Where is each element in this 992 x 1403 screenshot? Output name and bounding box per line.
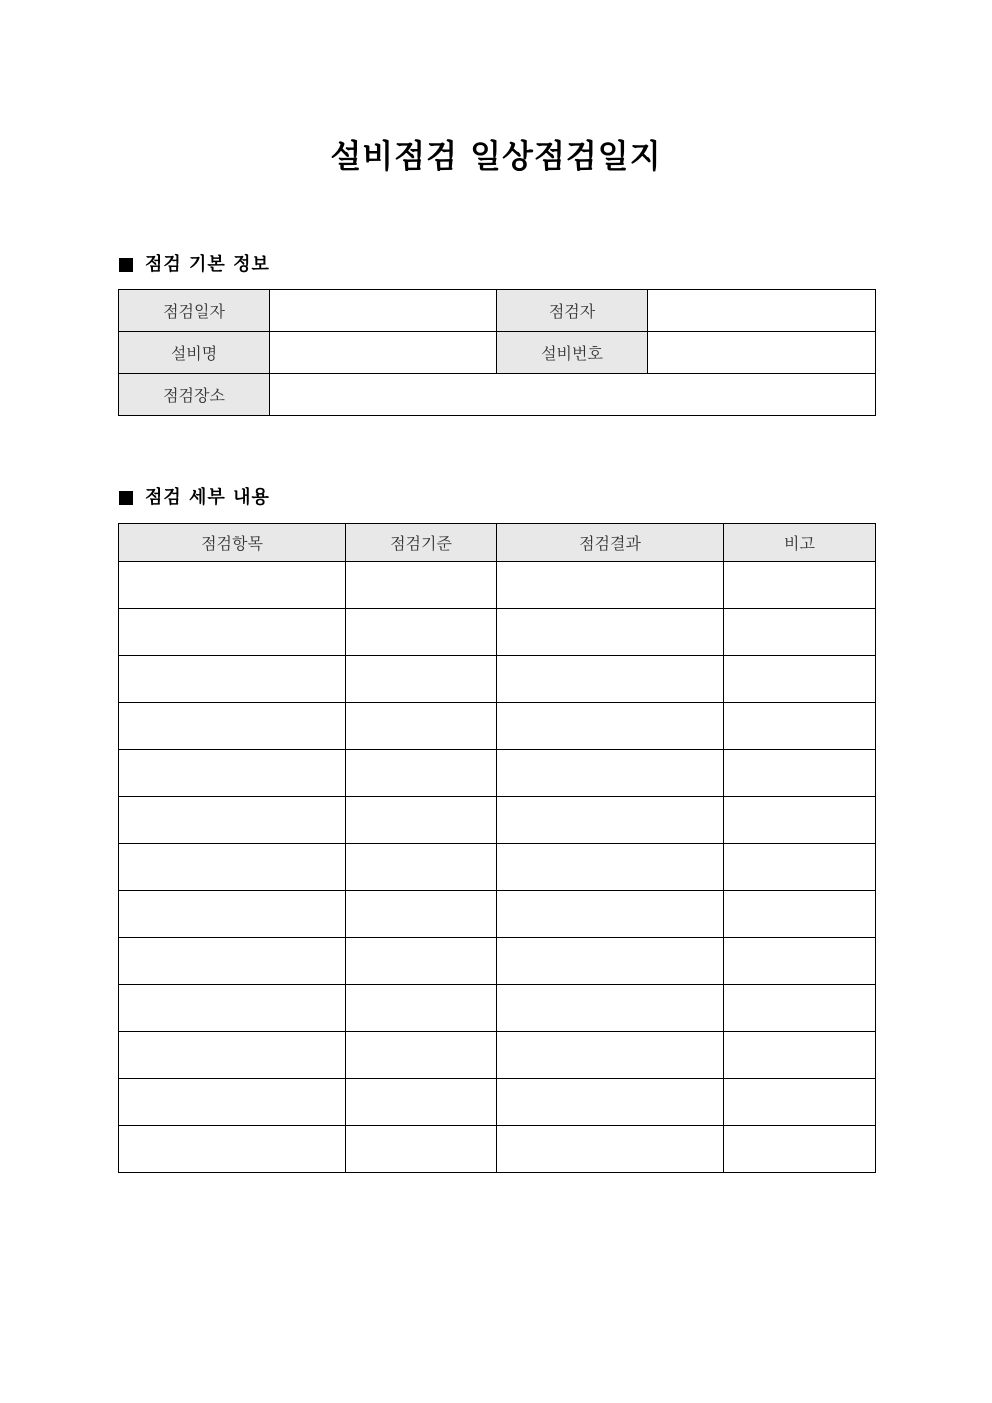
remarks-cell[interactable] xyxy=(724,1126,876,1173)
table-row xyxy=(119,938,876,985)
item-cell[interactable] xyxy=(119,656,346,703)
table-row xyxy=(119,1126,876,1173)
criteria-cell[interactable] xyxy=(346,656,497,703)
equipment-name-field[interactable] xyxy=(270,332,497,374)
details-heading xyxy=(119,486,270,510)
result-cell[interactable] xyxy=(497,703,724,750)
remarks-cell[interactable] xyxy=(724,703,876,750)
table-row xyxy=(119,750,876,797)
criteria-cell[interactable] xyxy=(346,1126,497,1173)
criteria-cell[interactable] xyxy=(346,1032,497,1079)
criteria-cell[interactable] xyxy=(346,797,497,844)
column-header-remarks: 비고 xyxy=(724,524,876,562)
remarks-cell[interactable] xyxy=(724,750,876,797)
remarks-cell[interactable] xyxy=(724,985,876,1032)
result-cell[interactable] xyxy=(497,844,724,891)
criteria-cell[interactable] xyxy=(346,985,497,1032)
square-bullet-icon xyxy=(119,258,133,272)
table-row xyxy=(119,609,876,656)
remarks-cell[interactable] xyxy=(724,656,876,703)
criteria-cell[interactable] xyxy=(346,1079,497,1126)
result-cell[interactable] xyxy=(497,750,724,797)
item-cell[interactable] xyxy=(119,844,346,891)
table-row xyxy=(119,985,876,1032)
criteria-cell[interactable] xyxy=(346,844,497,891)
item-cell[interactable] xyxy=(119,1079,346,1126)
page-title: 설비점검 일상점검일지 xyxy=(330,137,662,175)
item-cell[interactable] xyxy=(119,750,346,797)
column-header-criteria: 점검기준 xyxy=(346,524,497,562)
remarks-cell[interactable] xyxy=(724,609,876,656)
square-bullet-icon xyxy=(119,491,133,505)
table-row xyxy=(119,374,876,416)
equipment-number-field[interactable] xyxy=(648,332,876,374)
details-table-body xyxy=(119,562,876,1173)
basic-info-heading xyxy=(119,253,270,277)
table-row xyxy=(119,844,876,891)
column-header-result: 점검결과 xyxy=(497,524,724,562)
equipment-number-label: 설비번호 xyxy=(497,332,648,374)
result-cell[interactable] xyxy=(497,985,724,1032)
remarks-cell[interactable] xyxy=(724,891,876,938)
table-header-row xyxy=(119,524,876,562)
item-cell[interactable] xyxy=(119,891,346,938)
table-row xyxy=(119,797,876,844)
remarks-cell[interactable] xyxy=(724,562,876,609)
basic-info-table xyxy=(118,289,876,416)
table-row xyxy=(119,290,876,332)
item-cell[interactable] xyxy=(119,562,346,609)
result-cell[interactable] xyxy=(497,656,724,703)
result-cell[interactable] xyxy=(497,891,724,938)
table-row xyxy=(119,1079,876,1126)
inspector-field[interactable] xyxy=(648,290,876,332)
item-cell[interactable] xyxy=(119,703,346,750)
result-cell[interactable] xyxy=(497,1079,724,1126)
item-cell[interactable] xyxy=(119,985,346,1032)
table-row xyxy=(119,891,876,938)
location-label: 점검장소 xyxy=(119,374,270,416)
inspector-label: 점검자 xyxy=(497,290,648,332)
table-row xyxy=(119,656,876,703)
result-cell[interactable] xyxy=(497,562,724,609)
remarks-cell[interactable] xyxy=(724,1079,876,1126)
date-field[interactable] xyxy=(270,290,497,332)
location-field[interactable] xyxy=(270,374,876,416)
item-cell[interactable] xyxy=(119,938,346,985)
result-cell[interactable] xyxy=(497,938,724,985)
table-row xyxy=(119,1032,876,1079)
criteria-cell[interactable] xyxy=(346,750,497,797)
inspection-details-table xyxy=(118,523,876,1173)
remarks-cell[interactable] xyxy=(724,797,876,844)
criteria-cell[interactable] xyxy=(346,609,497,656)
result-cell[interactable] xyxy=(497,1126,724,1173)
remarks-cell[interactable] xyxy=(724,1032,876,1079)
item-cell[interactable] xyxy=(119,1126,346,1173)
item-cell[interactable] xyxy=(119,609,346,656)
criteria-cell[interactable] xyxy=(346,703,497,750)
criteria-cell[interactable] xyxy=(346,562,497,609)
result-cell[interactable] xyxy=(497,609,724,656)
criteria-cell[interactable] xyxy=(346,938,497,985)
table-row xyxy=(119,703,876,750)
result-cell[interactable] xyxy=(497,797,724,844)
equipment-name-label: 설비명 xyxy=(119,332,270,374)
details-heading-text: 점검 세부 내용 xyxy=(145,487,270,508)
item-cell[interactable] xyxy=(119,1032,346,1079)
column-header-item: 점검항목 xyxy=(119,524,346,562)
date-label: 점검일자 xyxy=(119,290,270,332)
remarks-cell[interactable] xyxy=(724,844,876,891)
table-row xyxy=(119,332,876,374)
table-row xyxy=(119,562,876,609)
basic-info-heading-text: 점검 기본 정보 xyxy=(145,254,270,275)
criteria-cell[interactable] xyxy=(346,891,497,938)
item-cell[interactable] xyxy=(119,797,346,844)
result-cell[interactable] xyxy=(497,1032,724,1079)
remarks-cell[interactable] xyxy=(724,938,876,985)
